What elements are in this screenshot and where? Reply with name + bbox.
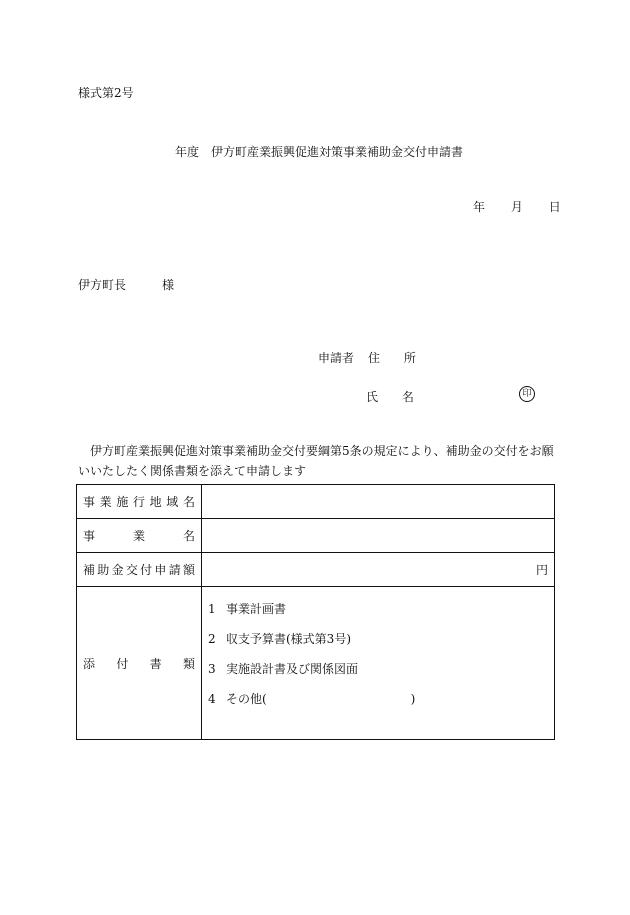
addressee (78, 276, 174, 293)
label-char: 域 (166, 495, 179, 509)
label-char: 行 (132, 495, 145, 509)
label-char: 請 (168, 563, 181, 577)
applicant-label: 申請者 (318, 351, 355, 365)
attachment-number: 1 (208, 602, 216, 616)
application-table (76, 484, 555, 740)
list-item (208, 684, 548, 714)
label-cell (77, 519, 202, 553)
label-char: 助 (97, 563, 110, 577)
list-item (208, 594, 548, 624)
label-char: 申 (154, 563, 167, 577)
label-char: 額 (182, 563, 195, 577)
attachments-cell (202, 587, 555, 740)
attachment-text: 実施設計書及び関係図面 (226, 662, 359, 676)
attachment-list (208, 588, 548, 714)
label-char: 付 (140, 563, 153, 577)
addressee-name: 伊方町長 (78, 278, 127, 292)
attachment-text: 事業計画書 (226, 602, 287, 616)
label-char: 業 (99, 495, 112, 509)
date-line (473, 198, 561, 215)
label-char: 地 (149, 495, 162, 509)
label-char: 業 (132, 529, 145, 543)
label-cell (77, 485, 202, 519)
attachment-number: 3 (208, 662, 216, 676)
amount-label (83, 561, 195, 578)
form-number: 様式第2号 (78, 86, 134, 100)
document-title: 年度 伊方町産業振興促進対策事業補助金交付申請書 (175, 145, 464, 159)
project-name-label (83, 527, 195, 544)
table-row (77, 553, 555, 587)
label-char: 付 (116, 656, 129, 671)
date-month: 月 (510, 200, 523, 214)
applicant-name-label: 氏 名 (366, 390, 424, 404)
table-row (77, 485, 555, 519)
label-char: 添 (83, 656, 96, 671)
list-item (208, 654, 548, 684)
amount-value-cell[interactable] (202, 553, 555, 587)
label-char: 名 (182, 529, 195, 543)
attachments-label (83, 655, 195, 672)
label-char: 名 (182, 495, 195, 509)
addressee-honorific: 様 (162, 278, 175, 292)
attachment-text: その他( ) (226, 692, 416, 706)
label-char: 交 (125, 563, 138, 577)
region-value-cell[interactable] (202, 485, 555, 519)
attachment-text: 収支予算書(様式第3号) (226, 632, 351, 646)
applicant-address-line (318, 349, 426, 366)
address-label: 住 所 (368, 351, 426, 365)
label-cell (77, 587, 202, 740)
label-char: 類 (182, 656, 195, 671)
list-item (208, 624, 548, 654)
attachment-number: 2 (208, 632, 216, 646)
body-paragraph: 伊方町産業振興促進対策事業補助金交付要綱第5条の規定により、補助金の交付をお願いいたしたく関係書類を添えて申請します (78, 444, 554, 478)
attachment-number: 4 (208, 692, 216, 706)
table-row (77, 519, 555, 553)
label-char: 補 (83, 563, 96, 577)
label-char: 事 (83, 529, 96, 543)
label-cell (77, 553, 202, 587)
date-day: 日 (548, 200, 561, 214)
project-name-value-cell[interactable] (202, 519, 555, 553)
label-char: 書 (149, 656, 162, 671)
region-label (83, 493, 195, 510)
label-char: 事 (83, 495, 96, 509)
seal-icon: 印 (519, 386, 535, 402)
date-year: 年 (473, 200, 486, 214)
label-char: 施 (116, 495, 129, 509)
yen-unit: 円 (535, 563, 548, 577)
label-char: 金 (111, 563, 124, 577)
table-row (77, 587, 555, 740)
